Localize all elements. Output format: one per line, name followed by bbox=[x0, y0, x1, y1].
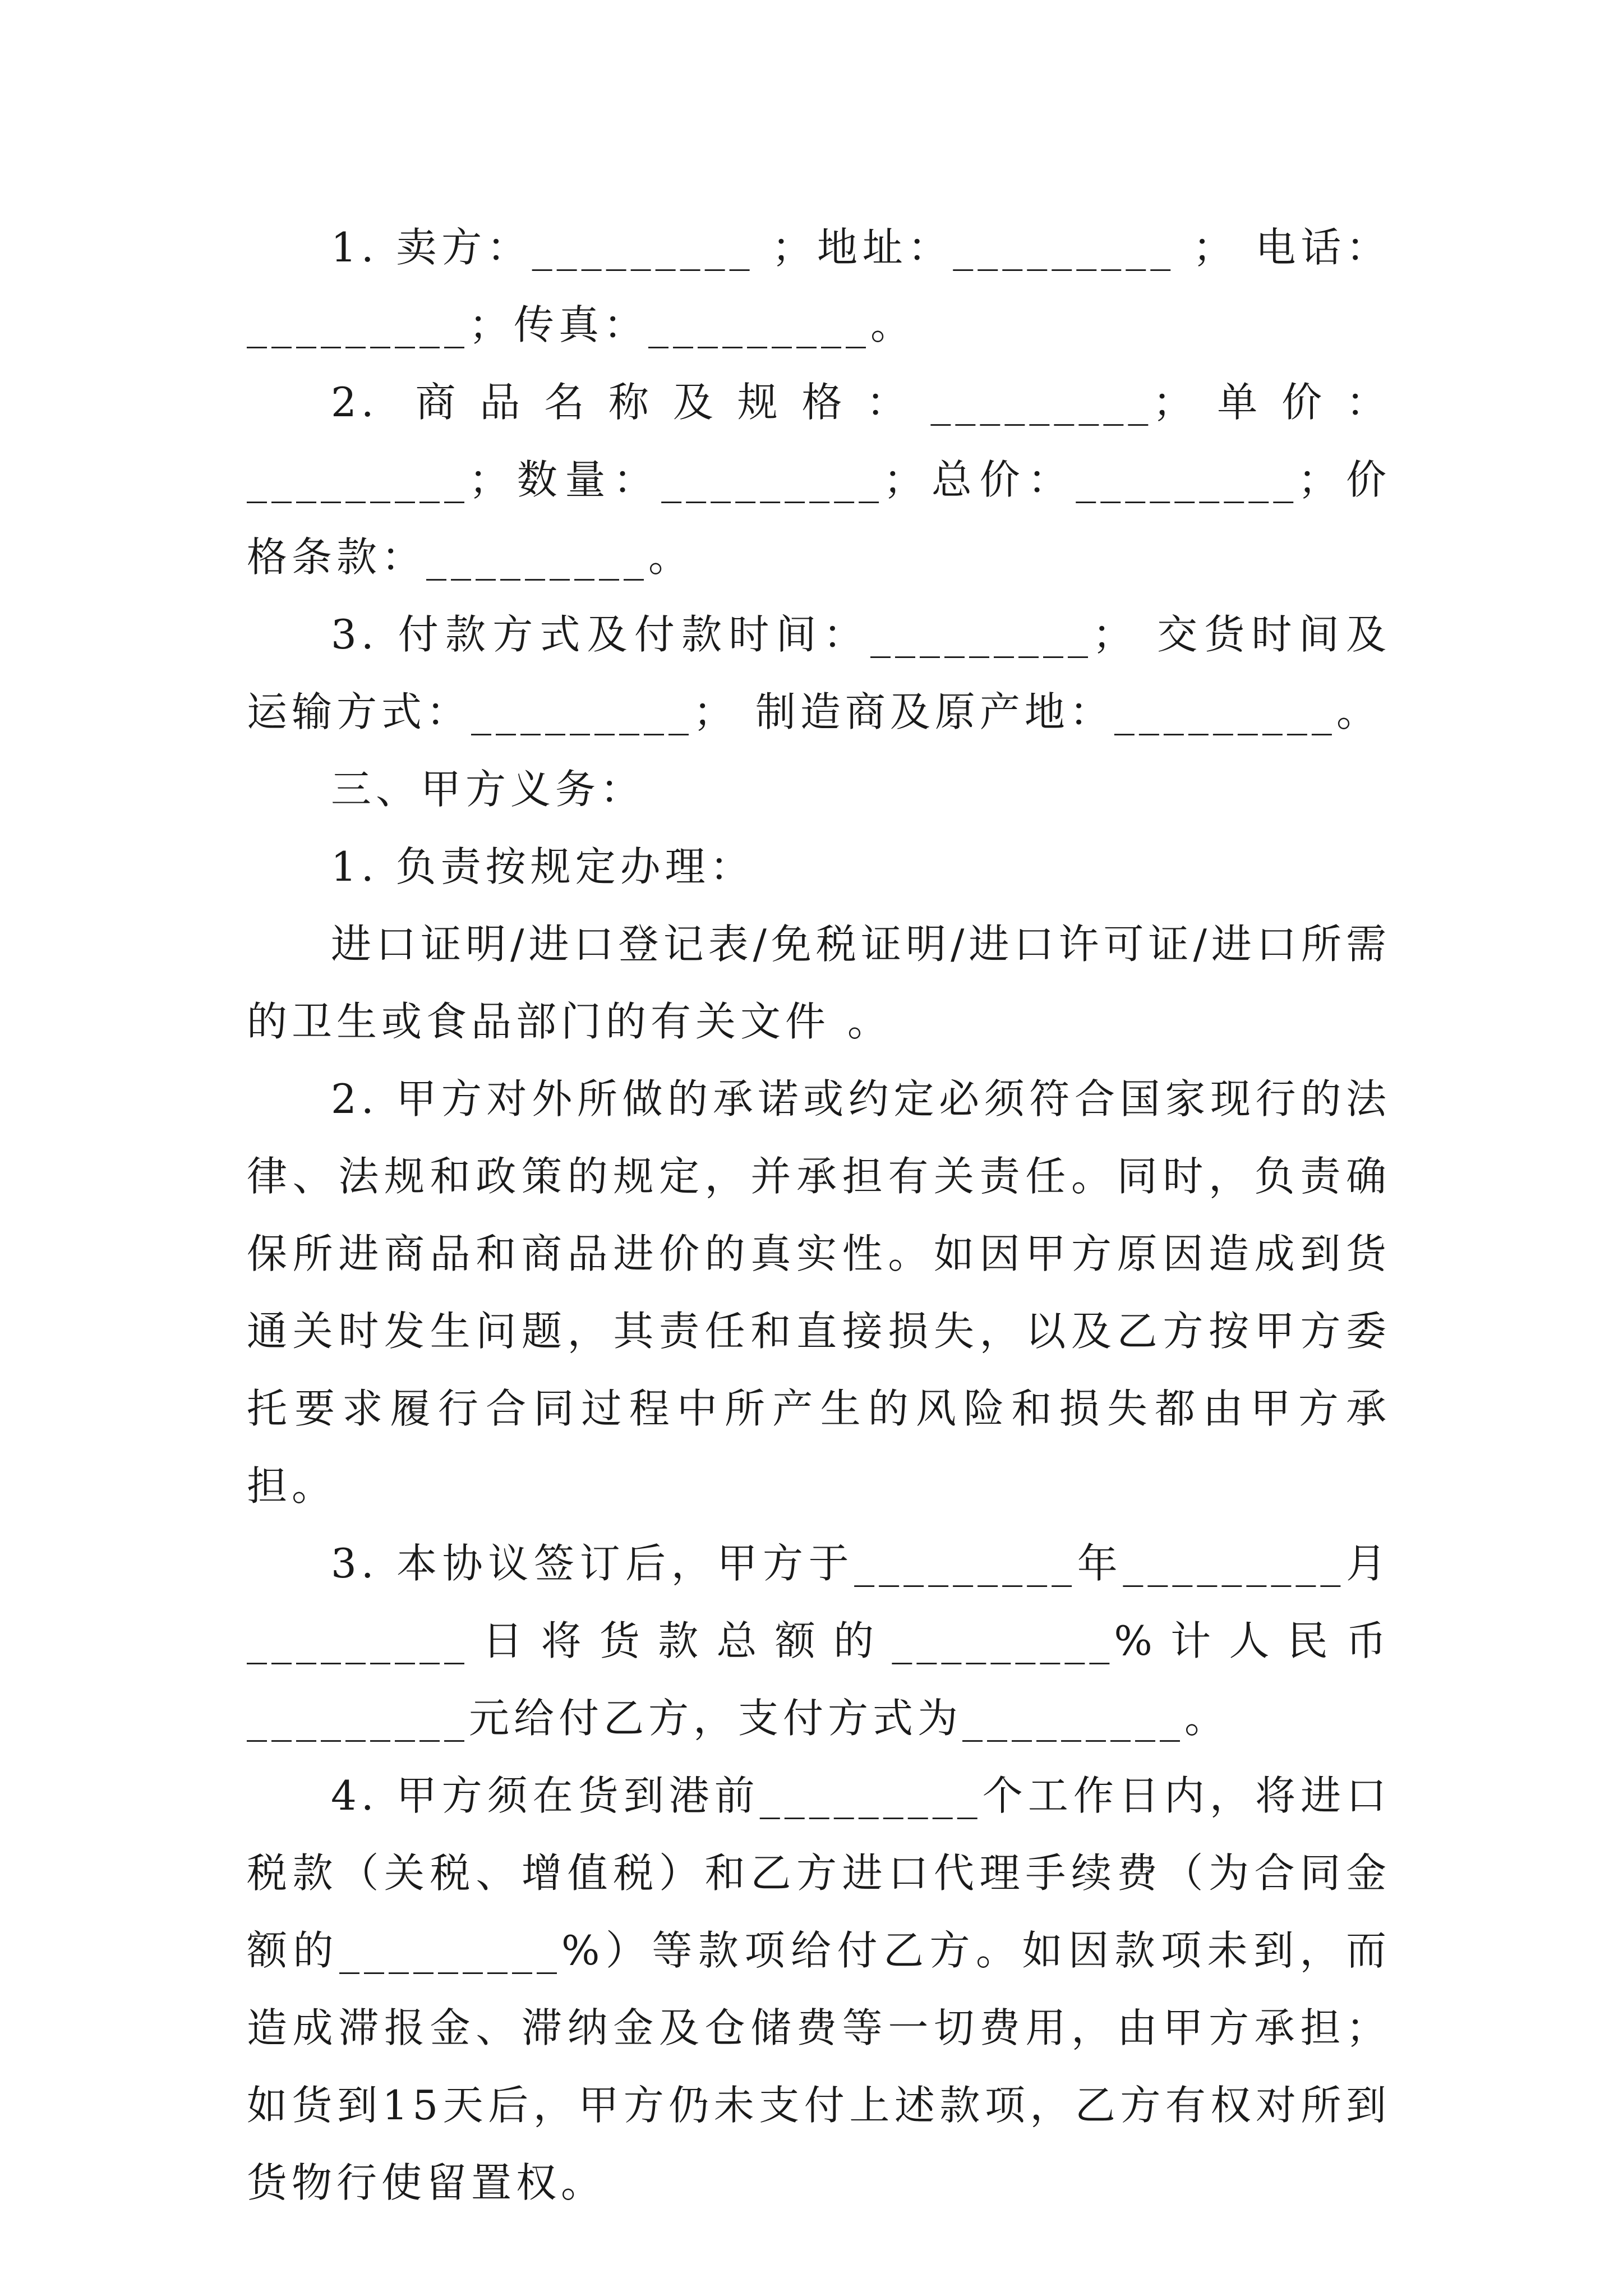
obligation-1-heading: 1. 负责按规定办理： bbox=[331, 843, 755, 890]
obligation-3-paragraph: 3. 本协议签订后，甲方于_________年_________月_________日将货款总额的_________%计人民币_________元给付乙方，支付方式为_________。 bbox=[247, 1540, 1391, 1742]
seller-info-paragraph: 1. 卖方：_________ ；地址：_________ ； 电话：_________；传真：_________。 bbox=[247, 224, 1391, 348]
obligation-2-paragraph: 2. 甲方对外所做的承诺或约定必须符合国家现行的法律、法规和政策的规定，并承担有关责任。同时，负责确保所进商品和商品进价的真实性。如因甲方原因造成到货通关时发生问题，其责任和直接损失，以及乙方按甲方委托要求履行合同过程中所产生的风险和损失都由甲方承担。 bbox=[247, 1075, 1391, 1510]
product-info-paragraph: 2. 商品名称及规格：_________；单价：_________；数量：_________；总价：_________；价格条款：_________。 bbox=[247, 379, 1391, 581]
section-heading: 三、甲方义务： bbox=[331, 766, 645, 813]
obligation-4-paragraph: 4. 甲方须在货到港前_________个工作日内，将进口税款（关税、增值税）和乙方进口代理手续费（为合同金额的_________%）等款项给付乙方。如因款项未到，而造成滞报金、滞纳金及仓储费等一切费用，由甲方承担；如货到15天后，甲方仍未支付上述款项，乙方有权对所到货物行使留置权。 bbox=[247, 1772, 1391, 2206]
document-page bbox=[247, 0, 1391, 2221]
required-documents-paragraph: 进口证明/进口登记表/免税证明/进口许可证/进口所需的卫生或食品部门的有关文件 。 bbox=[247, 921, 1391, 1045]
payment-delivery-paragraph: 3. 付款方式及付款时间：_________； 交货时间及运输方式：_________； 制造商及原产地：_________。 bbox=[247, 611, 1391, 735]
